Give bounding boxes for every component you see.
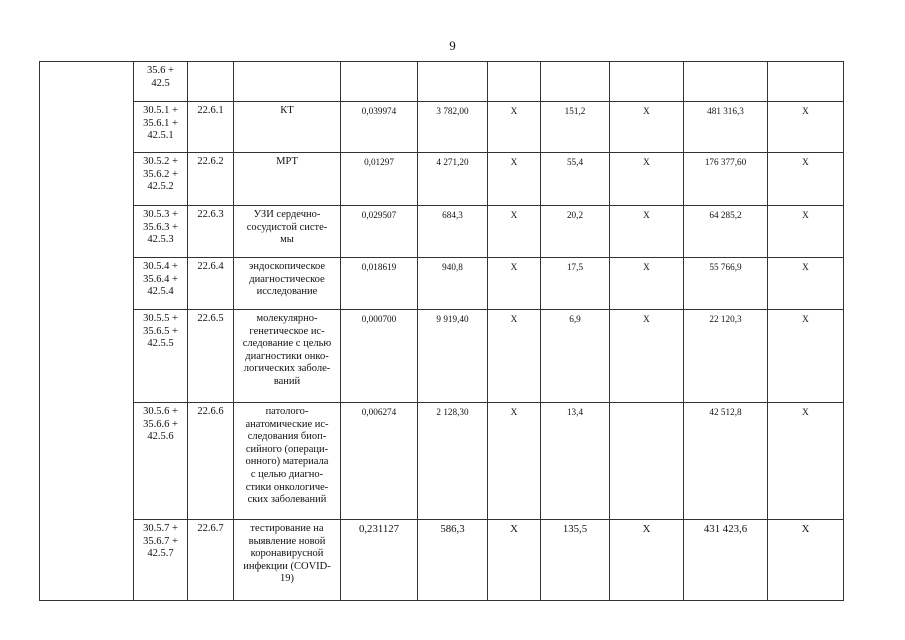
- total-cell: [684, 62, 768, 102]
- codes-cell: 30.5.3 + 35.6.3 + 42.5.3: [134, 206, 188, 258]
- price-cell: 684,3: [418, 206, 488, 258]
- x-cell: Х: [488, 102, 541, 153]
- volume-cell: [541, 62, 610, 102]
- x-cell: Х: [768, 102, 844, 153]
- coefficient-cell: 0,018619: [341, 258, 418, 310]
- x-cell: [610, 62, 684, 102]
- price-cell: 586,3: [418, 520, 488, 601]
- codes-cell: 30.5.6 + 35.6.6 + 42.5.6: [134, 403, 188, 520]
- x-cell: [768, 62, 844, 102]
- table-row: [40, 310, 844, 403]
- codes-cell: 35.6 + 42.5: [134, 62, 188, 102]
- codes-cell: 30.5.1 + 35.6.1 + 42.5.1: [134, 102, 188, 153]
- coefficient-cell: 0,000700: [341, 310, 418, 403]
- price-cell: 3 782,00: [418, 102, 488, 153]
- volume-cell: 17,5: [541, 258, 610, 310]
- x-cell: Х: [610, 258, 684, 310]
- coefficient-cell: 0,231127: [341, 520, 418, 601]
- number-cell: 22.6.2: [188, 153, 234, 206]
- total-cell: 55 766,9: [684, 258, 768, 310]
- codes-cell: 30.5.4 + 35.6.4 + 42.5.4: [134, 258, 188, 310]
- number-cell: 22.6.5: [188, 310, 234, 403]
- number-cell: [188, 62, 234, 102]
- volume-cell: 135,5: [541, 520, 610, 601]
- number-cell: 22.6.6: [188, 403, 234, 520]
- service-name-cell: УЗИ сердечно- сосудистой систе- мы: [234, 206, 341, 258]
- x-cell: Х: [768, 153, 844, 206]
- x-cell: Х: [768, 258, 844, 310]
- x-cell: [610, 403, 684, 520]
- number-cell: 22.6.7: [188, 520, 234, 601]
- x-cell: Х: [768, 310, 844, 403]
- table-row: [40, 206, 844, 258]
- table-row: [40, 153, 844, 206]
- service-name-cell: МРТ: [234, 153, 341, 206]
- volume-cell: 6,9: [541, 310, 610, 403]
- tariff-table: [39, 61, 844, 601]
- table-body: [40, 62, 844, 601]
- total-cell: 431 423,6: [684, 520, 768, 601]
- price-cell: 940,8: [418, 258, 488, 310]
- table-row: [40, 258, 844, 310]
- total-cell: 176 377,60: [684, 153, 768, 206]
- price-cell: 9 919,40: [418, 310, 488, 403]
- codes-cell: 30.5.5 + 35.6.5 + 42.5.5: [134, 310, 188, 403]
- number-cell: 22.6.4: [188, 258, 234, 310]
- volume-cell: 151,2: [541, 102, 610, 153]
- coefficient-cell: 0,01297: [341, 153, 418, 206]
- coefficient-cell: 0,029507: [341, 206, 418, 258]
- volume-cell: 13,4: [541, 403, 610, 520]
- codes-cell: 30.5.2 + 35.6.2 + 42.5.2: [134, 153, 188, 206]
- total-cell: 22 120,3: [684, 310, 768, 403]
- total-cell: 481 316,3: [684, 102, 768, 153]
- price-cell: 4 271,20: [418, 153, 488, 206]
- x-cell: Х: [488, 403, 541, 520]
- table-row: [40, 520, 844, 601]
- x-cell: Х: [610, 206, 684, 258]
- service-name-cell: патолого- анатомические ис- следования биоп- сийного (операци- онного) материала с целью диагно- стики онкологиче- ских заболеваний: [234, 403, 341, 520]
- x-cell: Х: [488, 310, 541, 403]
- x-cell: Х: [768, 403, 844, 520]
- x-cell: Х: [768, 520, 844, 601]
- x-cell: Х: [488, 206, 541, 258]
- x-cell: Х: [768, 206, 844, 258]
- price-cell: 2 128,30: [418, 403, 488, 520]
- page-number: 9: [449, 38, 456, 53]
- total-cell: 42 512,8: [684, 403, 768, 520]
- table-row: [40, 403, 844, 520]
- service-name-cell: КТ: [234, 102, 341, 153]
- empty-cell: [40, 62, 134, 601]
- service-name-cell: тестирование на выявление новой коронавирусной инфекции (COVID- 19): [234, 520, 341, 601]
- x-cell: Х: [610, 153, 684, 206]
- x-cell: Х: [610, 102, 684, 153]
- volume-cell: 20,2: [541, 206, 610, 258]
- service-name-cell: эндоскопическое диагностическое исследование: [234, 258, 341, 310]
- total-cell: 64 285,2: [684, 206, 768, 258]
- service-name-cell: [234, 62, 341, 102]
- table-row: [40, 102, 844, 153]
- coefficient-cell: 0,039974: [341, 102, 418, 153]
- volume-cell: 55,4: [541, 153, 610, 206]
- coefficient-cell: 0,006274: [341, 403, 418, 520]
- x-cell: [488, 62, 541, 102]
- number-cell: 22.6.3: [188, 206, 234, 258]
- x-cell: Х: [610, 520, 684, 601]
- number-cell: 22.6.1: [188, 102, 234, 153]
- table-row: [40, 62, 844, 102]
- price-cell: [418, 62, 488, 102]
- x-cell: Х: [610, 310, 684, 403]
- x-cell: Х: [488, 153, 541, 206]
- codes-cell: 30.5.7 + 35.6.7 + 42.5.7: [134, 520, 188, 601]
- x-cell: Х: [488, 520, 541, 601]
- x-cell: Х: [488, 258, 541, 310]
- service-name-cell: молекулярно- генетическое ис- следование с целью диагностики онко- логических заболе- ваний: [234, 310, 341, 403]
- coefficient-cell: [341, 62, 418, 102]
